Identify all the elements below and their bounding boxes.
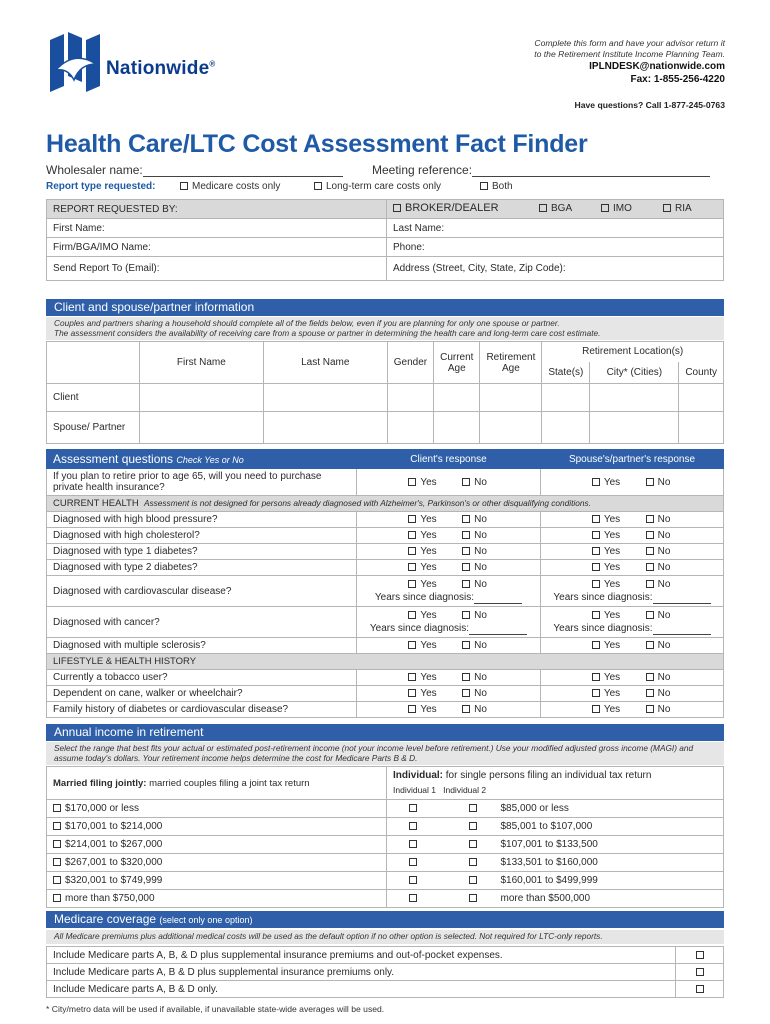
client-yn[interactable]: Yes No bbox=[357, 512, 541, 528]
client-response-header: Client's response bbox=[357, 450, 541, 469]
medicare-option: Include Medicare parts A, B & D plus supplemental insurance premiums only. bbox=[47, 964, 676, 981]
client-current-age[interactable] bbox=[434, 384, 480, 412]
spouse-yn[interactable]: Yes No bbox=[541, 560, 724, 576]
income-table bbox=[46, 766, 724, 908]
checkbox-icon[interactable] bbox=[408, 673, 416, 681]
health-question: Diagnosed with type 2 diabetes? bbox=[47, 560, 357, 576]
client-city[interactable] bbox=[590, 384, 679, 412]
report-requested-table bbox=[46, 199, 724, 281]
report-requested-label: REPORT REQUESTED BY: bbox=[47, 200, 387, 219]
checkbox-icon[interactable] bbox=[696, 951, 704, 959]
checkbox-icon[interactable] bbox=[408, 547, 416, 555]
first-name-field[interactable]: First Name: bbox=[47, 219, 387, 238]
client-state[interactable] bbox=[542, 384, 590, 412]
wholesaler-label: Wholesaler name: bbox=[46, 163, 143, 177]
checkbox-icon[interactable] bbox=[539, 204, 547, 212]
eagle-logo-icon bbox=[46, 30, 102, 96]
client-last-name[interactable] bbox=[263, 384, 387, 412]
single-option: $85,001 to $107,000 bbox=[495, 818, 724, 836]
checkbox-icon[interactable] bbox=[646, 531, 654, 539]
checkbox-icon[interactable] bbox=[408, 531, 416, 539]
single-option: $107,001 to $133,500 bbox=[495, 836, 724, 854]
married-option[interactable]: $170,001 to $214,000 bbox=[47, 818, 387, 836]
gender-col: Gender bbox=[387, 342, 433, 384]
checkbox-icon[interactable] bbox=[592, 515, 600, 523]
checkbox-icon[interactable] bbox=[663, 204, 671, 212]
meeting-label: Meeting reference: bbox=[372, 163, 473, 177]
checkbox-icon[interactable] bbox=[408, 515, 416, 523]
checkbox-icon[interactable] bbox=[592, 641, 600, 649]
checkbox-icon[interactable] bbox=[592, 478, 600, 486]
checkbox-icon[interactable] bbox=[646, 673, 654, 681]
report-ltc-option[interactable]: Long-term care costs only bbox=[314, 181, 441, 192]
indiv-checkboxes[interactable] bbox=[387, 872, 495, 890]
checkbox-icon[interactable] bbox=[53, 858, 61, 866]
spouse-yn-years[interactable]: Yes No Years since diagnosis: bbox=[541, 607, 724, 638]
income-note: Select the range that best fits your actual or estimated post-retirement income (not your income level before retirement.) Use your modified adjusted gross income (MAGI) and assume today's dollars. Your retirement income helps determine the cost for Medicare Parts B & D. bbox=[46, 742, 724, 765]
checkbox-icon[interactable] bbox=[592, 531, 600, 539]
married-option[interactable]: $267,001 to $320,000 bbox=[47, 854, 387, 872]
checkbox-icon[interactable] bbox=[393, 204, 401, 212]
meeting-input[interactable] bbox=[472, 165, 710, 177]
medicare-note: All Medicare premiums plus additional medical costs will be used as the default option if no other option is selected. Not required for LTC-only reports. bbox=[46, 930, 724, 944]
county-col: County bbox=[679, 362, 724, 384]
health-question: Diagnosed with cancer? bbox=[47, 607, 357, 638]
lifestyle-question: Dependent on cane, walker or wheelchair? bbox=[47, 686, 357, 702]
checkbox-icon[interactable] bbox=[696, 968, 704, 976]
checkbox-icon[interactable] bbox=[409, 840, 417, 848]
checkbox-icon[interactable] bbox=[592, 673, 600, 681]
checkbox-icon[interactable] bbox=[53, 894, 61, 902]
medicare-option-checkbox[interactable] bbox=[676, 981, 724, 998]
contact-email[interactable]: IPLNDESK@nationwide.com bbox=[589, 61, 725, 72]
client-gender[interactable] bbox=[387, 384, 433, 412]
spouse-yn[interactable]: Yes No bbox=[541, 702, 724, 718]
spouse-yn[interactable]: Yes No bbox=[541, 528, 724, 544]
client-yn[interactable]: Yes No bbox=[357, 686, 541, 702]
report-type-row bbox=[46, 181, 724, 193]
meeting-row bbox=[372, 163, 710, 177]
wholesaler-row bbox=[46, 163, 343, 177]
checkbox-icon[interactable] bbox=[409, 894, 417, 902]
footnote: * City/metro data will be used if available, if unavailable state-wide averages will be used. bbox=[46, 1004, 385, 1014]
checkbox-icon[interactable] bbox=[469, 858, 477, 866]
checkbox-icon[interactable] bbox=[53, 822, 61, 830]
checkbox-icon[interactable] bbox=[408, 611, 416, 619]
checkbox-icon[interactable] bbox=[408, 689, 416, 697]
medicare-option-checkbox[interactable] bbox=[676, 947, 724, 964]
client-yn[interactable]: Yes No bbox=[357, 560, 541, 576]
medicare-section-header: Medicare coverage (select only one option) bbox=[46, 911, 724, 928]
married-option[interactable]: $170,000 or less bbox=[47, 800, 387, 818]
medicare-option-checkbox[interactable] bbox=[676, 964, 724, 981]
individual-2-label: Individual 2 bbox=[443, 785, 487, 795]
checkbox-icon[interactable] bbox=[469, 876, 477, 884]
firm-field[interactable]: Firm/BGA/IMO Name: bbox=[47, 238, 387, 257]
lifestyle-question: Currently a tobacco user? bbox=[47, 670, 357, 686]
spouse-yn-years[interactable]: Yes No Years since diagnosis: bbox=[541, 576, 724, 607]
state-col: State(s) bbox=[542, 362, 590, 384]
current-age-col: Current Age bbox=[434, 342, 480, 384]
client-yn[interactable]: Yes No bbox=[357, 702, 541, 718]
client-yn[interactable]: Yes No bbox=[357, 469, 541, 496]
lifestyle-header: LIFESTYLE & HEALTH HISTORY bbox=[47, 654, 724, 670]
client-info-table bbox=[46, 341, 724, 444]
bga-option[interactable]: BGA bbox=[539, 203, 572, 214]
checkbox-icon[interactable] bbox=[409, 822, 417, 830]
brand-name: Nationwide® bbox=[106, 58, 216, 79]
married-header: Married filing jointly: married couples filing a joint tax return bbox=[47, 767, 387, 800]
individual-header: Individual: for single persons filing an individual tax return Individual 1 Individual 2 bbox=[387, 767, 724, 800]
indiv-checkboxes[interactable] bbox=[387, 890, 495, 908]
report-medicare-option[interactable]: Medicare costs only bbox=[180, 181, 280, 192]
checkbox-icon[interactable] bbox=[646, 641, 654, 649]
spouse-yn[interactable]: Yes No bbox=[541, 670, 724, 686]
assessment-header: Assessment questions Check Yes or No bbox=[47, 450, 357, 469]
checkbox-icon[interactable] bbox=[462, 563, 470, 571]
spouse-yn[interactable]: Yes No bbox=[541, 638, 724, 654]
send-to-field[interactable]: Send Report To (Email): bbox=[47, 257, 387, 281]
retirement-age-col: Retirement Age bbox=[480, 342, 542, 384]
contact-phone: Have questions? Call 1-877-245-0763 bbox=[574, 100, 725, 110]
single-option: $85,000 or less bbox=[495, 800, 724, 818]
client-row-label: Client bbox=[47, 384, 140, 412]
checkbox-icon[interactable] bbox=[53, 804, 61, 812]
spouse-row-label: Spouse/ Partner bbox=[47, 412, 140, 444]
single-option: $133,501 to $160,000 bbox=[495, 854, 724, 872]
indiv-checkboxes[interactable] bbox=[387, 854, 495, 872]
contact-block bbox=[534, 38, 725, 110]
checkbox-icon[interactable] bbox=[409, 858, 417, 866]
medicare-option: Include Medicare parts A, B, & D plus supplemental insurance premiums and out-of-pocket expenses. bbox=[47, 947, 676, 964]
spouse-yn[interactable]: Yes No bbox=[541, 544, 724, 560]
phone-field[interactable]: Phone: bbox=[387, 238, 724, 257]
health-question: Diagnosed with type 1 diabetes? bbox=[47, 544, 357, 560]
spouse-first-name[interactable] bbox=[139, 412, 263, 444]
checkbox-icon[interactable] bbox=[408, 478, 416, 486]
checkbox-icon[interactable] bbox=[646, 478, 654, 486]
married-option[interactable]: $320,001 to $749,999 bbox=[47, 872, 387, 890]
wholesaler-input[interactable] bbox=[143, 165, 343, 177]
client-first-name[interactable] bbox=[139, 384, 263, 412]
checkbox-icon[interactable] bbox=[592, 689, 600, 697]
client-yn[interactable]: Yes No bbox=[357, 544, 541, 560]
health-question: Diagnosed with high blood pressure? bbox=[47, 512, 357, 528]
checkbox-icon[interactable] bbox=[462, 547, 470, 555]
spouse-retirement-age[interactable] bbox=[480, 412, 542, 444]
last-name-field[interactable]: Last Name: bbox=[387, 219, 724, 238]
broker-option[interactable]: BROKER/DEALER bbox=[393, 202, 499, 214]
checkbox-icon[interactable] bbox=[409, 876, 417, 884]
contact-fax: Fax: 1-855-256-4220 bbox=[630, 74, 725, 85]
spouse-last-name[interactable] bbox=[263, 412, 387, 444]
row-label-header bbox=[47, 342, 140, 384]
checkbox-icon[interactable] bbox=[469, 840, 477, 848]
checkbox-icon[interactable] bbox=[462, 705, 470, 713]
checkbox-icon[interactable] bbox=[53, 876, 61, 884]
contact-instruction-2: to the Retirement Institute Income Planning Team. bbox=[534, 49, 725, 59]
current-health-header: CURRENT HEALTH Assessment is not designed for persons already diagnosed with Alzheimer's, Parkinson's or other disqualifying conditions. bbox=[47, 496, 724, 512]
checkbox-icon[interactable] bbox=[646, 611, 654, 619]
checkbox-icon[interactable] bbox=[408, 705, 416, 713]
lifestyle-question: Family history of diabetes or cardiovascular disease? bbox=[47, 702, 357, 718]
report-type-label: Report type requested: bbox=[46, 181, 156, 192]
checkbox-icon[interactable] bbox=[180, 182, 188, 190]
checkbox-icon[interactable] bbox=[408, 563, 416, 571]
client-yn-years[interactable]: Yes No Years since diagnosis: bbox=[357, 576, 541, 607]
spouse-current-age[interactable] bbox=[434, 412, 480, 444]
indiv-checkboxes[interactable] bbox=[387, 800, 495, 818]
checkbox-icon[interactable] bbox=[480, 182, 488, 190]
private-insurance-question: If you plan to retire prior to age 65, will you need to purchase private health insurance? bbox=[47, 469, 357, 496]
checkbox-icon[interactable] bbox=[462, 673, 470, 681]
checkbox-icon[interactable] bbox=[462, 515, 470, 523]
health-question: Diagnosed with cardiovascular disease? bbox=[47, 576, 357, 607]
indiv-checkboxes[interactable] bbox=[387, 836, 495, 854]
checkbox-icon[interactable] bbox=[408, 641, 416, 649]
client-yn[interactable]: Yes No bbox=[357, 638, 541, 654]
spouse-city[interactable] bbox=[590, 412, 679, 444]
health-question: Diagnosed with multiple sclerosis? bbox=[47, 638, 357, 654]
spouse-state[interactable] bbox=[542, 412, 590, 444]
health-question: Diagnosed with high cholesterol? bbox=[47, 528, 357, 544]
checkbox-icon[interactable] bbox=[462, 641, 470, 649]
checkbox-icon[interactable] bbox=[601, 204, 609, 212]
checkbox-icon[interactable] bbox=[592, 547, 600, 555]
checkbox-icon[interactable] bbox=[408, 580, 416, 588]
checkbox-icon[interactable] bbox=[462, 611, 470, 619]
checkbox-icon[interactable] bbox=[409, 804, 417, 812]
assessment-table bbox=[46, 449, 724, 718]
medicare-table bbox=[46, 946, 724, 998]
checkbox-icon[interactable] bbox=[462, 580, 470, 588]
report-both-option[interactable]: Both bbox=[480, 181, 513, 192]
client-section-note: Couples and partners sharing a household should complete all of the fields below, even if you are planning for only one spouse or partner. The assessment considers the availability of receiving care from a spouse or partner in determining the health care and long-term care cost estimate. bbox=[46, 317, 724, 340]
single-option: more than $500,000 bbox=[495, 890, 724, 908]
client-yn[interactable]: Yes No bbox=[357, 670, 541, 686]
income-section-header: Annual income in retirement bbox=[46, 724, 724, 741]
client-retirement-age[interactable] bbox=[480, 384, 542, 412]
checkbox-icon[interactable] bbox=[592, 563, 600, 571]
checkbox-icon[interactable] bbox=[314, 182, 322, 190]
indiv-checkboxes[interactable] bbox=[387, 818, 495, 836]
checkbox-icon[interactable] bbox=[646, 563, 654, 571]
ria-option[interactable]: RIA bbox=[663, 203, 692, 214]
checkbox-icon[interactable] bbox=[469, 804, 477, 812]
first-name-col: First Name bbox=[139, 342, 263, 384]
checkbox-icon[interactable] bbox=[592, 705, 600, 713]
single-option: $160,001 to $499,999 bbox=[495, 872, 724, 890]
nationwide-logo bbox=[46, 30, 236, 96]
checkbox-icon[interactable] bbox=[462, 689, 470, 697]
client-county[interactable] bbox=[679, 384, 724, 412]
client-section-header: Client and spouse/partner information bbox=[46, 299, 724, 316]
medicare-option: Include Medicare parts A, B & D only. bbox=[47, 981, 676, 998]
checkbox-icon[interactable] bbox=[646, 580, 654, 588]
contact-instruction-1: Complete this form and have your advisor return it bbox=[534, 38, 725, 48]
spouse-gender[interactable] bbox=[387, 412, 433, 444]
checkbox-icon[interactable] bbox=[469, 894, 477, 902]
checkbox-icon[interactable] bbox=[646, 689, 654, 697]
spouse-yn[interactable]: Yes No bbox=[541, 469, 724, 496]
last-name-col: Last Name bbox=[263, 342, 387, 384]
page-title: Health Care/LTC Cost Assessment Fact Finder bbox=[46, 130, 588, 158]
spouse-response-header: Spouse's/partner's response bbox=[541, 450, 724, 469]
requester-type-options bbox=[387, 200, 724, 219]
checkbox-icon[interactable] bbox=[646, 547, 654, 555]
checkbox-icon[interactable] bbox=[646, 705, 654, 713]
spouse-yn[interactable]: Yes No bbox=[541, 512, 724, 528]
checkbox-icon[interactable] bbox=[592, 611, 600, 619]
checkbox-icon[interactable] bbox=[462, 531, 470, 539]
spouse-yn[interactable]: Yes No bbox=[541, 686, 724, 702]
city-col: City* (Cities) bbox=[590, 362, 679, 384]
imo-option[interactable]: IMO bbox=[601, 203, 632, 214]
client-yn-years[interactable]: Yes No Years since diagnosis: bbox=[357, 607, 541, 638]
spouse-county[interactable] bbox=[679, 412, 724, 444]
individual-1-label: Individual 1 bbox=[393, 785, 437, 795]
checkbox-icon[interactable] bbox=[462, 478, 470, 486]
client-yn[interactable]: Yes No bbox=[357, 528, 541, 544]
checkbox-icon[interactable] bbox=[469, 822, 477, 830]
address-field[interactable]: Address (Street, City, State, Zip Code): bbox=[387, 257, 724, 281]
checkbox-icon[interactable] bbox=[646, 515, 654, 523]
retirement-location-col: Retirement Location(s) bbox=[542, 342, 724, 362]
checkbox-icon[interactable] bbox=[696, 985, 704, 993]
married-option[interactable]: $214,001 to $267,000 bbox=[47, 836, 387, 854]
checkbox-icon[interactable] bbox=[592, 580, 600, 588]
checkbox-icon[interactable] bbox=[53, 840, 61, 848]
married-option[interactable]: more than $750,000 bbox=[47, 890, 387, 908]
